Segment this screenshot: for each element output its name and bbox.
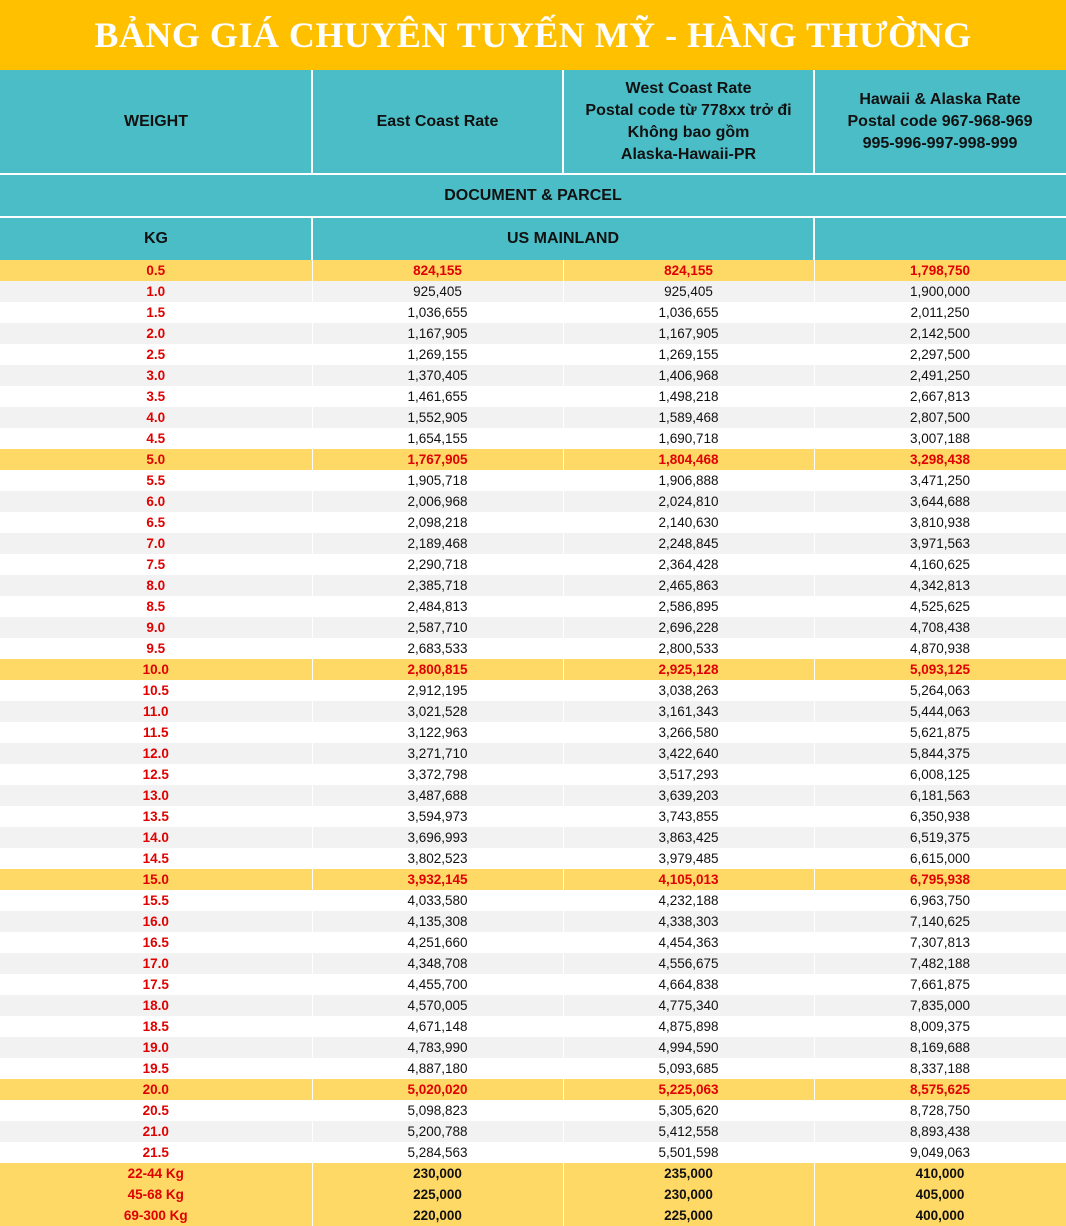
- hawaii-alaska-cell: 5,093,125: [814, 659, 1066, 680]
- west-coast-cell: 2,248,845: [563, 533, 814, 554]
- weight-cell: 4.0: [0, 407, 312, 428]
- table-row: [0, 995, 1066, 1016]
- west-coast-cell: 2,465,863: [563, 575, 814, 596]
- weight-cell: 20.5: [0, 1100, 312, 1121]
- hawaii-alaska-cell: 5,844,375: [814, 743, 1066, 764]
- west-coast-cell: 3,422,640: [563, 743, 814, 764]
- hawaii-alaska-cell: 6,519,375: [814, 827, 1066, 848]
- east-coast-cell: 230,000: [312, 1163, 563, 1184]
- east-coast-cell: 2,587,710: [312, 617, 563, 638]
- header-mainland-label: US MAINLAND: [507, 229, 619, 247]
- east-coast-cell: 1,654,155: [312, 428, 563, 449]
- table-row: [0, 449, 1066, 470]
- weight-cell: 5.0: [0, 449, 312, 470]
- west-coast-cell: 1,406,968: [563, 365, 814, 386]
- weight-cell: 16.0: [0, 911, 312, 932]
- east-coast-cell: 4,251,660: [312, 932, 563, 953]
- west-coast-cell: 4,338,303: [563, 911, 814, 932]
- east-coast-cell: 2,800,815: [312, 659, 563, 680]
- hawaii-alaska-cell: 3,471,250: [814, 470, 1066, 491]
- east-coast-cell: 4,671,148: [312, 1016, 563, 1037]
- hawaii-alaska-cell: 2,491,250: [814, 365, 1066, 386]
- weight-cell: 15.0: [0, 869, 312, 890]
- east-coast-cell: 5,020,020: [312, 1079, 563, 1100]
- east-coast-cell: 1,269,155: [312, 344, 563, 365]
- table-row: [0, 932, 1066, 953]
- east-coast-cell: 4,135,308: [312, 911, 563, 932]
- header-west-line: Không bao gồm: [627, 124, 750, 141]
- header-west-line: Postal code từ 778xx trở đi: [585, 102, 792, 119]
- west-coast-cell: 3,979,485: [563, 848, 814, 869]
- hawaii-alaska-cell: 410,000: [814, 1163, 1066, 1184]
- table-row: [0, 953, 1066, 974]
- weight-cell: 12.5: [0, 764, 312, 785]
- west-coast-cell: 1,589,468: [563, 407, 814, 428]
- header-weight: [0, 70, 312, 174]
- table-row: [0, 281, 1066, 302]
- west-coast-cell: 235,000: [563, 1163, 814, 1184]
- east-coast-cell: 2,912,195: [312, 680, 563, 701]
- east-coast-cell: 1,167,905: [312, 323, 563, 344]
- table-row: [0, 1100, 1066, 1121]
- table-row: [0, 680, 1066, 701]
- table-row: [0, 1121, 1066, 1142]
- weight-cell: 45-68 Kg: [0, 1184, 312, 1205]
- west-coast-cell: 5,305,620: [563, 1100, 814, 1121]
- west-coast-cell: 5,093,685: [563, 1058, 814, 1079]
- east-coast-cell: 3,696,993: [312, 827, 563, 848]
- west-coast-cell: 225,000: [563, 1205, 814, 1226]
- hawaii-alaska-cell: 4,870,938: [814, 638, 1066, 659]
- west-coast-cell: 5,501,598: [563, 1142, 814, 1163]
- east-coast-cell: 3,122,963: [312, 722, 563, 743]
- hawaii-alaska-cell: 3,810,938: [814, 512, 1066, 533]
- east-coast-cell: 3,372,798: [312, 764, 563, 785]
- hawaii-alaska-cell: 8,728,750: [814, 1100, 1066, 1121]
- weight-cell: 6.5: [0, 512, 312, 533]
- divider: [0, 216, 1066, 218]
- header-east-coast-label: East Coast Rate: [376, 113, 499, 130]
- table-row: [0, 302, 1066, 323]
- hawaii-alaska-cell: 6,350,938: [814, 806, 1066, 827]
- hawaii-alaska-cell: 6,795,938: [814, 869, 1066, 890]
- hawaii-alaska-cell: 8,009,375: [814, 1016, 1066, 1037]
- section-label: DOCUMENT & PARCEL: [444, 186, 622, 204]
- west-coast-cell: 4,994,590: [563, 1037, 814, 1058]
- table-row: [0, 785, 1066, 806]
- table-row: [0, 365, 1066, 386]
- east-coast-cell: 220,000: [312, 1205, 563, 1226]
- east-coast-cell: 5,200,788: [312, 1121, 563, 1142]
- west-coast-cell: 2,024,810: [563, 491, 814, 512]
- hawaii-alaska-cell: 5,621,875: [814, 722, 1066, 743]
- weight-cell: 11.0: [0, 701, 312, 722]
- table-row: [0, 386, 1066, 407]
- west-coast-cell: 1,167,905: [563, 323, 814, 344]
- weight-cell: 13.0: [0, 785, 312, 806]
- divider: [0, 173, 1066, 175]
- header-blank: [814, 217, 1066, 260]
- table-row: [0, 722, 1066, 743]
- divider: [813, 217, 815, 260]
- header-weight-label: WEIGHT: [124, 113, 188, 130]
- hawaii-alaska-cell: 7,140,625: [814, 911, 1066, 932]
- table-row: [0, 827, 1066, 848]
- hawaii-alaska-cell: 3,644,688: [814, 491, 1066, 512]
- hawaii-alaska-cell: 3,971,563: [814, 533, 1066, 554]
- table-row: [0, 848, 1066, 869]
- hawaii-alaska-cell: 7,482,188: [814, 953, 1066, 974]
- table-row: [0, 1037, 1066, 1058]
- east-coast-cell: 4,887,180: [312, 1058, 563, 1079]
- west-coast-cell: 5,412,558: [563, 1121, 814, 1142]
- weight-cell: 10.0: [0, 659, 312, 680]
- table-row: [0, 659, 1066, 680]
- east-coast-cell: 5,284,563: [312, 1142, 563, 1163]
- table-row: [0, 701, 1066, 722]
- weight-cell: 7.5: [0, 554, 312, 575]
- hawaii-alaska-cell: 6,008,125: [814, 764, 1066, 785]
- table-row: [0, 1058, 1066, 1079]
- weight-cell: 1.0: [0, 281, 312, 302]
- east-coast-cell: 5,098,823: [312, 1100, 563, 1121]
- table-row: [0, 617, 1066, 638]
- east-coast-cell: 4,783,990: [312, 1037, 563, 1058]
- table-row: [0, 974, 1066, 995]
- weight-cell: 7.0: [0, 533, 312, 554]
- east-coast-cell: 2,098,218: [312, 512, 563, 533]
- west-coast-cell: 4,775,340: [563, 995, 814, 1016]
- hawaii-alaska-cell: 2,011,250: [814, 302, 1066, 323]
- east-coast-cell: 4,348,708: [312, 953, 563, 974]
- hawaii-alaska-cell: 4,342,813: [814, 575, 1066, 596]
- table-row: [0, 1205, 1066, 1226]
- weight-cell: 12.0: [0, 743, 312, 764]
- east-coast-cell: 1,461,655: [312, 386, 563, 407]
- weight-cell: 2.0: [0, 323, 312, 344]
- weight-cell: 14.5: [0, 848, 312, 869]
- west-coast-cell: 5,225,063: [563, 1079, 814, 1100]
- header-mainland: [312, 217, 814, 260]
- table-row: [0, 638, 1066, 659]
- hawaii-alaska-cell: 5,264,063: [814, 680, 1066, 701]
- west-coast-cell: 4,875,898: [563, 1016, 814, 1037]
- table-row: [0, 260, 1066, 281]
- east-coast-cell: 4,033,580: [312, 890, 563, 911]
- table-row: [0, 575, 1066, 596]
- weight-cell: 4.5: [0, 428, 312, 449]
- west-coast-cell: 3,639,203: [563, 785, 814, 806]
- east-coast-cell: 824,155: [312, 260, 563, 281]
- weight-cell: 19.5: [0, 1058, 312, 1079]
- west-coast-cell: 2,140,630: [563, 512, 814, 533]
- west-coast-cell: 824,155: [563, 260, 814, 281]
- west-coast-cell: 2,586,895: [563, 596, 814, 617]
- west-coast-cell: 1,498,218: [563, 386, 814, 407]
- hawaii-alaska-cell: 4,160,625: [814, 554, 1066, 575]
- header-west-line: West Coast Rate: [625, 80, 752, 97]
- table-row: [0, 407, 1066, 428]
- west-coast-cell: 4,232,188: [563, 890, 814, 911]
- table-row: [0, 512, 1066, 533]
- header-unit-label: KG: [144, 229, 168, 247]
- divider: [813, 70, 815, 174]
- hawaii-alaska-cell: 3,298,438: [814, 449, 1066, 470]
- weight-cell: 15.5: [0, 890, 312, 911]
- weight-cell: 5.5: [0, 470, 312, 491]
- west-coast-cell: 3,161,343: [563, 701, 814, 722]
- header-unit: [0, 217, 312, 260]
- west-coast-cell: 1,906,888: [563, 470, 814, 491]
- weight-cell: 18.0: [0, 995, 312, 1016]
- hawaii-alaska-cell: 8,575,625: [814, 1079, 1066, 1100]
- west-coast-cell: 1,269,155: [563, 344, 814, 365]
- rate-table: [0, 260, 1066, 1226]
- header-west-line: Alaska-Hawaii-PR: [620, 146, 757, 163]
- west-coast-cell: 2,925,128: [563, 659, 814, 680]
- west-coast-cell: 2,696,228: [563, 617, 814, 638]
- hawaii-alaska-cell: 405,000: [814, 1184, 1066, 1205]
- west-coast-cell: 1,036,655: [563, 302, 814, 323]
- section-document-parcel: [0, 174, 1066, 217]
- east-coast-cell: 225,000: [312, 1184, 563, 1205]
- table-row: [0, 1016, 1066, 1037]
- weight-cell: 11.5: [0, 722, 312, 743]
- east-coast-cell: 1,370,405: [312, 365, 563, 386]
- weight-cell: 17.0: [0, 953, 312, 974]
- table-row: [0, 869, 1066, 890]
- east-coast-cell: 3,594,973: [312, 806, 563, 827]
- table-row: [0, 1163, 1066, 1184]
- divider: [311, 217, 313, 260]
- table-row: [0, 1142, 1066, 1163]
- table-row: [0, 596, 1066, 617]
- east-coast-cell: 3,932,145: [312, 869, 563, 890]
- hawaii-alaska-cell: 2,667,813: [814, 386, 1066, 407]
- header-hawaii-line: Hawaii & Alaska Rate: [859, 91, 1021, 108]
- divider: [562, 70, 564, 174]
- west-coast-cell: 4,556,675: [563, 953, 814, 974]
- hawaii-alaska-cell: 3,007,188: [814, 428, 1066, 449]
- weight-cell: 9.0: [0, 617, 312, 638]
- west-coast-cell: 3,517,293: [563, 764, 814, 785]
- hawaii-alaska-cell: 7,661,875: [814, 974, 1066, 995]
- weight-cell: 10.5: [0, 680, 312, 701]
- east-coast-cell: 3,802,523: [312, 848, 563, 869]
- table-row: [0, 344, 1066, 365]
- weight-cell: 6.0: [0, 491, 312, 512]
- weight-cell: 19.0: [0, 1037, 312, 1058]
- table-row: [0, 743, 1066, 764]
- east-coast-cell: 2,290,718: [312, 554, 563, 575]
- hawaii-alaska-cell: 7,835,000: [814, 995, 1066, 1016]
- east-coast-cell: 2,006,968: [312, 491, 563, 512]
- header-hawaii-line: 995-996-997-998-999: [862, 135, 1018, 152]
- weight-cell: 3.5: [0, 386, 312, 407]
- hawaii-alaska-cell: 9,049,063: [814, 1142, 1066, 1163]
- east-coast-cell: 2,189,468: [312, 533, 563, 554]
- east-coast-cell: 3,487,688: [312, 785, 563, 806]
- hawaii-alaska-cell: 4,708,438: [814, 617, 1066, 638]
- weight-cell: 1.5: [0, 302, 312, 323]
- west-coast-cell: 2,800,533: [563, 638, 814, 659]
- table-row: [0, 470, 1066, 491]
- table-row: [0, 1184, 1066, 1205]
- east-coast-cell: 4,455,700: [312, 974, 563, 995]
- east-coast-cell: 4,570,005: [312, 995, 563, 1016]
- table-row: [0, 911, 1066, 932]
- west-coast-cell: 3,863,425: [563, 827, 814, 848]
- weight-cell: 9.5: [0, 638, 312, 659]
- west-coast-cell: 1,804,468: [563, 449, 814, 470]
- weight-cell: 18.5: [0, 1016, 312, 1037]
- west-coast-cell: 925,405: [563, 281, 814, 302]
- weight-cell: 3.0: [0, 365, 312, 386]
- hawaii-alaska-cell: 6,963,750: [814, 890, 1066, 911]
- hawaii-alaska-cell: 400,000: [814, 1205, 1066, 1226]
- hawaii-alaska-cell: 8,337,188: [814, 1058, 1066, 1079]
- table-row: [0, 323, 1066, 344]
- weight-cell: 8.0: [0, 575, 312, 596]
- east-coast-cell: 1,036,655: [312, 302, 563, 323]
- east-coast-cell: 3,271,710: [312, 743, 563, 764]
- hawaii-alaska-cell: 5,444,063: [814, 701, 1066, 722]
- hawaii-alaska-cell: 4,525,625: [814, 596, 1066, 617]
- weight-cell: 22-44 Kg: [0, 1163, 312, 1184]
- weight-cell: 2.5: [0, 344, 312, 365]
- east-coast-cell: 1,552,905: [312, 407, 563, 428]
- east-coast-cell: 2,385,718: [312, 575, 563, 596]
- west-coast-cell: 3,266,580: [563, 722, 814, 743]
- hawaii-alaska-cell: 7,307,813: [814, 932, 1066, 953]
- weight-cell: 16.5: [0, 932, 312, 953]
- hawaii-alaska-cell: 6,615,000: [814, 848, 1066, 869]
- hawaii-alaska-cell: 2,142,500: [814, 323, 1066, 344]
- hawaii-alaska-cell: 8,893,438: [814, 1121, 1066, 1142]
- weight-cell: 69-300 Kg: [0, 1205, 312, 1226]
- table-row: [0, 1079, 1066, 1100]
- header-hawaii-alaska: [814, 70, 1066, 174]
- table-row: [0, 806, 1066, 827]
- west-coast-cell: 230,000: [563, 1184, 814, 1205]
- west-coast-cell: 4,105,013: [563, 869, 814, 890]
- west-coast-cell: 3,038,263: [563, 680, 814, 701]
- hawaii-alaska-cell: 6,181,563: [814, 785, 1066, 806]
- east-coast-cell: 1,767,905: [312, 449, 563, 470]
- west-coast-cell: 4,664,838: [563, 974, 814, 995]
- table-row: [0, 890, 1066, 911]
- header-east-coast: [312, 70, 563, 174]
- weight-cell: 21.0: [0, 1121, 312, 1142]
- weight-cell: 17.5: [0, 974, 312, 995]
- weight-cell: 8.5: [0, 596, 312, 617]
- header-west-coast: [563, 70, 814, 174]
- weight-cell: 14.0: [0, 827, 312, 848]
- hawaii-alaska-cell: 1,798,750: [814, 260, 1066, 281]
- table-row: [0, 554, 1066, 575]
- hawaii-alaska-cell: 2,297,500: [814, 344, 1066, 365]
- east-coast-cell: 3,021,528: [312, 701, 563, 722]
- west-coast-cell: 1,690,718: [563, 428, 814, 449]
- table-row: [0, 428, 1066, 449]
- weight-cell: 0.5: [0, 260, 312, 281]
- rate-table-body: [0, 260, 1066, 1226]
- west-coast-cell: 3,743,855: [563, 806, 814, 827]
- table-row: [0, 764, 1066, 785]
- west-coast-cell: 4,454,363: [563, 932, 814, 953]
- east-coast-cell: 2,683,533: [312, 638, 563, 659]
- east-coast-cell: 2,484,813: [312, 596, 563, 617]
- divider: [311, 70, 313, 174]
- table-row: [0, 533, 1066, 554]
- hawaii-alaska-cell: 2,807,500: [814, 407, 1066, 428]
- hawaii-alaska-cell: 1,900,000: [814, 281, 1066, 302]
- weight-cell: 13.5: [0, 806, 312, 827]
- west-coast-cell: 2,364,428: [563, 554, 814, 575]
- east-coast-cell: 1,905,718: [312, 470, 563, 491]
- east-coast-cell: 925,405: [312, 281, 563, 302]
- hawaii-alaska-cell: 8,169,688: [814, 1037, 1066, 1058]
- weight-cell: 20.0: [0, 1079, 312, 1100]
- weight-cell: 21.5: [0, 1142, 312, 1163]
- table-row: [0, 491, 1066, 512]
- header-hawaii-line: Postal code 967-968-969: [847, 113, 1033, 130]
- page-title: BẢNG GIÁ CHUYÊN TUYẾN MỸ - HÀNG THƯỜNG: [0, 0, 1066, 70]
